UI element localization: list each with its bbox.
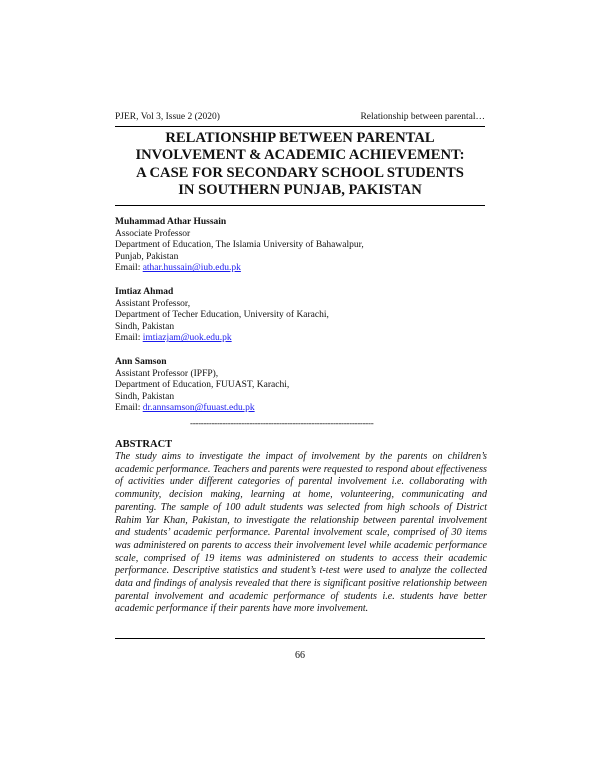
email-link[interactable]: dr.annsamson@fuuast.edu.pk: [142, 403, 255, 414]
author-department: Department of Education, The Islamia University of Bahawalpur,: [115, 240, 364, 251]
author-name: Imtiaz Ahmad: [115, 287, 174, 297]
author-block-3: [115, 357, 289, 415]
email-label: Email:: [115, 263, 143, 274]
author-location: Sindh, Pakistan: [115, 321, 175, 332]
author-location: Punjab, Pakistan: [115, 251, 179, 262]
author-position: Assistant Professor (IPFP),: [115, 368, 219, 379]
author-position: Associate Professor: [115, 228, 191, 239]
email-label: Email:: [115, 403, 143, 414]
title-line: A CASE FOR SECONDARY SCHOOL STUDENTS: [136, 164, 464, 181]
page-number: 66: [295, 650, 305, 661]
author-email-line: [115, 403, 289, 415]
author-email-line: [115, 263, 364, 275]
email-label: Email:: [115, 333, 143, 344]
running-title: Relationship between parental…: [360, 112, 485, 122]
author-department: Department of Techer Education, University of Karachi,: [115, 310, 329, 321]
author-name: Ann Samson: [115, 357, 167, 367]
author-department: Department of Education, FUUAST, Karachi,: [115, 380, 290, 391]
author-block-1: [115, 217, 364, 275]
paper-title: [100, 130, 500, 199]
title-line: INVOLVEMENT & ACADEMIC ACHIEVEMENT:: [135, 147, 465, 164]
email-link[interactable]: athar.hussain@iub.edu.pk: [142, 263, 241, 274]
author-email-line: [115, 333, 329, 345]
title-line: RELATIONSHIP BETWEEN PARENTAL: [165, 130, 435, 146]
footer-rule: [115, 638, 485, 639]
author-block-2: [115, 287, 329, 345]
title-line: IN SOUTHERN PUNJAB, PAKISTAN: [178, 181, 422, 198]
header-rule: [115, 126, 485, 127]
journal-citation: PJER, Vol 3, Issue 2 (2020): [115, 112, 220, 122]
title-rule: [115, 205, 485, 206]
abstract-text: The study aims to investigate the impact of involvement by the parents on children’s academic performance. Teachers and parents were requested to respond about effectiveness of activities under different categories of parental involvement i.e. collaborating with community, decision making, learning at home, volunteering, communicating and parenting. The sample of 100 adult students was selected from high schools of District Rahim Yar Khan, Pakistan, to investigate the relationship between parental involvement and students’ academic performance. Parental involvement scale, comprised of 30 items was administered on parents to access their involvement level while academic performance scale, comprised of 19 items was administered on students to access their academic performance. Descriptive statistics and student’s t-test were used to analyze the collected data and findings of analysis revealed that there is significant positive relationship between parental involvement and academic performance of students i.e. students have better academic performance if their parents have more involvement.: [115, 451, 487, 615]
section-separator: --------------------------------------------------------------------: [190, 418, 374, 428]
author-location: Sindh, Pakistan: [115, 391, 175, 402]
author-position: Assistant Professor,: [115, 298, 191, 309]
email-link[interactable]: imtiazjam@uok.edu.pk: [142, 333, 232, 344]
author-name: Muhammad Athar Hussain: [115, 217, 227, 227]
abstract-heading: ABSTRACT: [115, 439, 173, 450]
